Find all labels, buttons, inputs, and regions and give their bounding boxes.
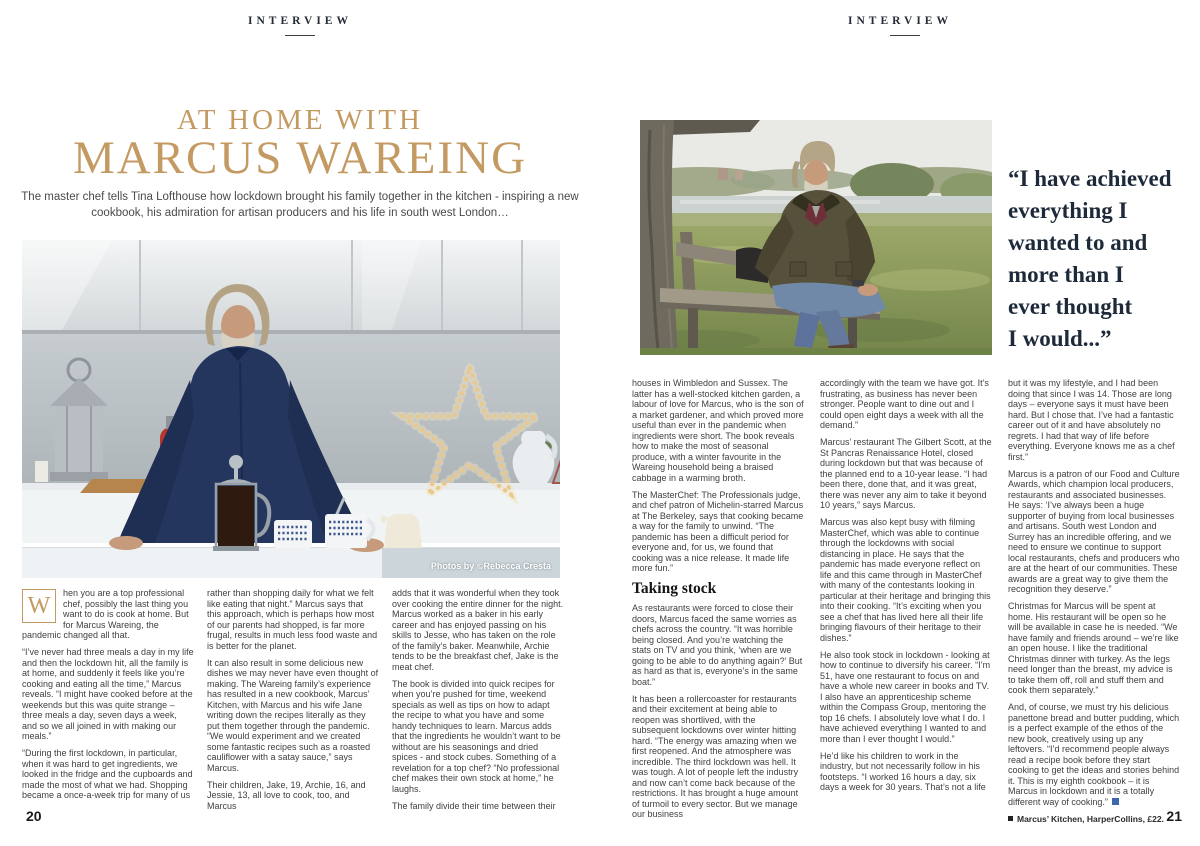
subheading-taking-stock: Taking stock <box>632 580 717 597</box>
kitchen-photo <box>22 240 560 578</box>
pull-quote-line: everything I <box>1008 198 1128 223</box>
right-column-2 <box>820 378 992 826</box>
paragraph: And, of course, we must try his delicious panettone bread and butter pudding, which is a perfect example of the ethos of the new book, creatively using up any leftovers. “I’d recommend people always read a recipe book before they start cooking to get the ideas and stories behind it. This is my eighth cookbook – it is Marcus in lockdown and it is a totally different way of cooking.” <box>1008 702 1180 807</box>
paragraph: “I’ve never had three meals a day in my life and then the lockdown hit, all the family is at home, and suddenly it feels like you’re cooking and eating all the time,” Marcus reveals. “I might have cooked before at the weekends but this was quite strange – three meals a day, seven days a week, and so we all joined in with making our meals.” <box>22 647 194 741</box>
pull-quote-line: wanted to and <box>1008 230 1148 255</box>
section-label-right: INTERVIEW <box>848 15 952 27</box>
left-page-text <box>22 588 564 818</box>
paragraph: The family divide their time between their <box>392 800 556 811</box>
section-label-rule-right <box>890 35 920 36</box>
pull-quote-line: ever thought <box>1008 294 1133 319</box>
outdoor-photo <box>640 120 992 355</box>
paragraph: The book is divided into quick recipes for when you’re pushed for time, weekend specials as well as tips on how to adapt the recipe to what you have and some handy techniques to learn. Marcus adds that the ingredients he wouldn’t want to be without are his seasonings and dried spices - and stock cubes. Something of a revelation for a top chef? “No professional chef makes their own stock at home,” he laughs. <box>392 678 561 794</box>
right-page-text <box>632 378 1180 826</box>
paragraph: Marcus’ restaurant The Gilbert Scott, at the St Pancras Renaissance Hotel, closed during lockdown but that was because of the planned end to a 10-year lease. “I had been there, done that, and it was great, there was never any aim to take it beyond 10 years,” says Marcus. <box>820 437 992 510</box>
pull-quote-line: “I have achieved <box>1008 166 1172 191</box>
paragraph: As restaurants were forced to close their doors, Marcus faced the same worries as chefs across the country. “It was horrible being closed. And you’re watching the stats on TV and you think, ‘when are we going to be able to do anything again?’ But as hard as that is, everyone’s in the same boat.” <box>632 603 803 687</box>
paragraph: adds that it was wonderful when they took over cooking the entire dinner for the night. Marcus worked as a baker in his early career and has enjoyed passing on his skills to Jesse, who has taken on the role of the family’s baker. Meanwhile, Archie tends to be the breakfast chef, Jake is the meat chef. <box>392 588 564 672</box>
outdoor-photo-illustration <box>640 120 992 355</box>
paragraph: Marcus was also kept busy with filming MasterChef, which was able to continue through the lockdowns with social distancing in place. He says that the pandemic has made everyone reflect on life and this came through in MasterChef with many of the contestants looking in particular at their heritage and bringing this into their cooking. “It’s exciting when you see a chef that has lived here all their life bringing flavours of their heritage to their dishes.” <box>820 517 991 643</box>
page-number-right: 21 <box>1166 808 1182 824</box>
article-title-line2: MARCUS WAREING <box>72 132 528 184</box>
pull-quote <box>1008 163 1193 355</box>
book-footnote: Marcus’ Kitchen, HarperCollins, £22. <box>1008 814 1180 824</box>
paragraph: houses in Wimbledon and Sussex. The latter has a well-stocked kitchen garden, a labour of love for Marcus, who is the son of a market gardener, and which proved more useful than ever in the pandemic when ingredients were short. The book reveals how to make the most of seasonal produce, with a winter favourite in the Wareing household being a braised cabbage in a warming broth. <box>632 378 804 483</box>
drop-cap: W <box>22 589 56 623</box>
left-column-3 <box>392 588 564 818</box>
paragraph: It can also result in some delicious new dishes we may never have even thought of making. The Wareing family’s experience has resulted in a new cookbook, Marcus’ Kitchen, with Marcus and his wife Jane writing down the recipes literally as they put them together through the pandemic. “We would experiment and we created some fantastic recipes such as a roasted cauliflower with a satay sauce,” says Marcus. <box>207 657 379 773</box>
section-label-rule-left <box>285 35 315 36</box>
left-column-2 <box>207 588 379 818</box>
paragraph: Marcus is a patron of our Food and Culture Awards, which champion local producers, restaurants and associated businesses. He says: ‘I’ve always been a huge supporter of buying from local businesses and artisans. South west London and Surrey has an incredible offering, and we need to ensure we continue to support local restaurants, chefs and producers who are at the heart of our communities. These awards are a great way to give them the recognition they deserve.” <box>1008 468 1180 594</box>
paragraph: accordingly with the team we have got. It’s frustrating, as business has never been stronger. People want to dine out and I could open eight days a week with all the demand.” <box>820 378 989 430</box>
right-column-1 <box>632 378 804 826</box>
right-column-3 <box>1008 378 1180 826</box>
article-title-line1: AT HOME WITH <box>177 104 423 136</box>
standfirst: The master chef tells Tina Lofthouse how lockdown brought his family together in the kitchen - inspiring a new cookbook, his admiration for artisan producers and his life in south west London… <box>21 191 579 219</box>
paragraph: W hen you are a top professional chef, possibly the last thing you want to do is cook at home. But for Marcus Wareing, the pandemic changed all that. <box>22 588 189 640</box>
pull-quote-line: I would...” <box>1008 326 1112 351</box>
section-label-left: INTERVIEW <box>248 15 352 27</box>
end-of-article-marker <box>1112 798 1119 805</box>
page-number-left: 20 <box>26 808 42 824</box>
paragraph: Their children, Jake, 19, Archie, 16, and Jessie, 13, all love to cook, too, and Marcus <box>207 779 366 811</box>
paragraph: “During the first lockdown, in particular, when it was hard to get ingredients, we looked in the fridge and the cupboards and made the most of what we had. Shopping became a once-a-week trip for many of us <box>22 748 193 800</box>
paragraph: The MasterChef: The Professionals judge, and chef patron of Michelin-starred Marcus at The Berkeley, says that cooking became a way for the family to unwind. “The pandemic has been a difficult period for everyone and, for us, we found that cooking was a nice release. It made life more fun.” <box>632 489 804 573</box>
pull-quote-line: more than I <box>1008 262 1124 287</box>
paragraph: He also took stock in lockdown - looking at how to continue to diversify his career. “I’m 51, have one restaurant to focus on and have a whole new career in books and TV. I also have an apprenticeship scheme within the Compass Group, mentoring the top 16 chefs. I absolutely love what I do. I have achieved everything I wanted to and more than I ever thought I would.” <box>820 649 991 744</box>
paragraph: but it was my lifestyle, and I had been doing that since I was 14. Those are long days – everyone says it must have been hard. But I chose that. I’ve had a fantastic career out of it and have absolutely no regrets. I had that way of life before everything. Everyone knows me as a chef first.” <box>1008 378 1175 462</box>
paragraph: rather than shopping daily for what we felt like eating that night.” Marcus says that this approach, which is perhaps how most of our parents had shopped, is far more frugal, results in much less food waste and is better for the planet. <box>207 588 378 651</box>
kitchen-photo-illustration <box>22 240 560 578</box>
paragraph: It has been a rollercoaster for restaurants and their excitement at being able to reopen was shortlived, with the subsequent lockdowns over winter hitting hard. “The energy was amazing when we first reopened. And the atmosphere was incredible. The third lockdown was hell. It was tough. A lot of people left the industry and now can’t come back because of the restrictions. It has brought a huge amount of turmoil to every sector. But we manage our business <box>632 693 799 819</box>
left-column-1 <box>22 588 194 818</box>
photo-caption: Photos by ©Rebecca Cresta <box>430 561 551 571</box>
paragraph: He’d like his children to work in the industry, but not necessarily follow in his footsteps. “I worked 16 hours a day, six days a week for 30 years. That’s not a life <box>820 750 986 792</box>
paragraph: Christmas for Marcus will be spent at home. His restaurant will be open so he will be available in case he is needed. “We have family and friends around – we’re like an open house. I like the traditional Christmas dinner with turkey. As the legs need longer than the breast, my advice is to take them off, roll and stuff them and cook them separately.” <box>1008 601 1179 695</box>
footnote-square-icon <box>1008 816 1013 821</box>
